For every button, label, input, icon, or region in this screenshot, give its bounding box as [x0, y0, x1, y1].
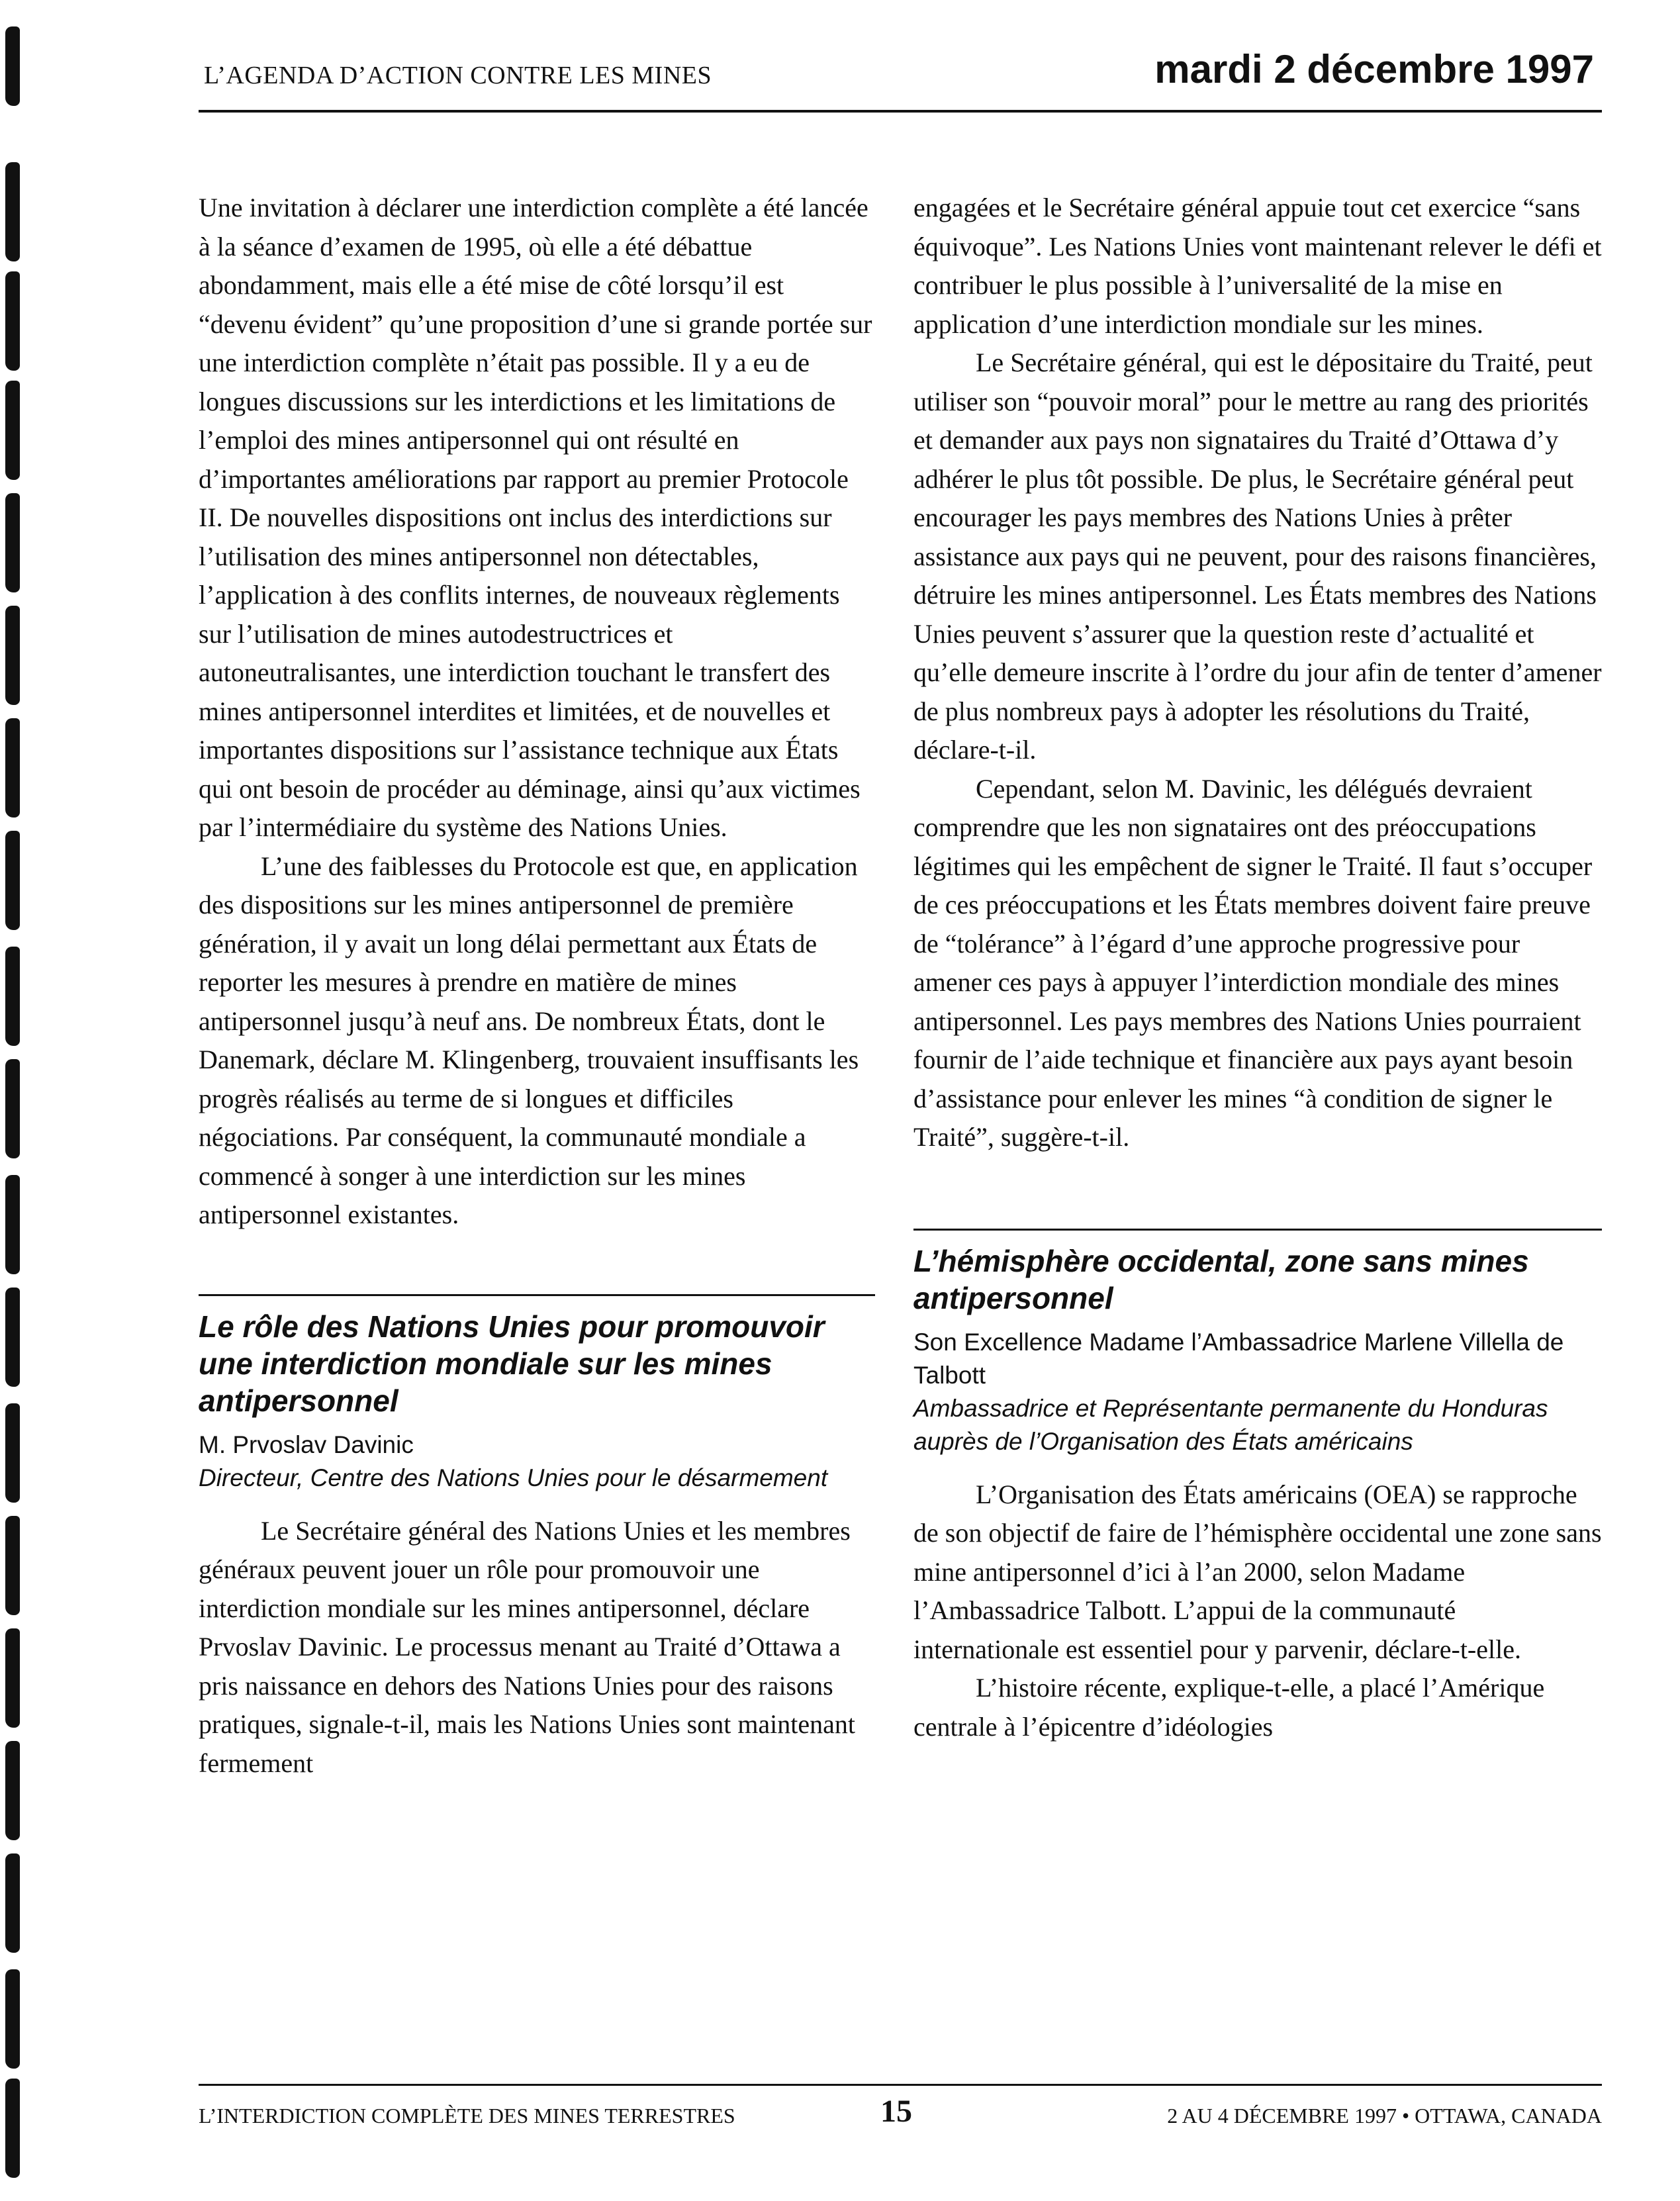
binder-hole [5, 26, 20, 106]
body-paragraph: L’histoire récente, explique-t-elle, a placé l’Amérique centrale à l’épicentre d’idéologies [913, 1673, 1545, 1742]
section-rule [199, 1294, 875, 1296]
binder-hole [5, 606, 20, 705]
section-rule [913, 1229, 1602, 1231]
body-paragraph: engagées et le Secrétaire général appuie tout cet exercice “sans équivoque”. Les Nations Unies vont maintenant relever le défi et contribuer le plus possible à l’universalité de la mise en application d’une interdiction mondiale sur les mines. [913, 193, 1602, 339]
binder-hole [5, 1516, 20, 1615]
binder-hole [5, 718, 20, 818]
author-role: Ambassadrice et Représentante permanente du Honduras auprès de l’Organisation des États américains [913, 1394, 1548, 1455]
binder-hole [5, 493, 20, 592]
body-paragraph: Le Secrétaire général, qui est le dépositaire du Traité, peut utiliser son “pouvoir moral” pour le mettre au rang des priorités et demander aux pays non signataires du Traité d’Ottawa d’y adhérer le plus tôt possible. De plus, le Secrétaire général peut encourager les pays membres des Nations Unies à prêter assistance aux pays qui ne peuvent, pour des raisons financières, détruire les mines antipersonnel. Les États membres des Nations Unies peuvent s’assurer que la question reste d’actualité et qu’elle demeure inscrite à l’ordre du jour afin de tenter d’amener de plus nombreux pays à adopter les résolutions du Traité, déclare-t-il. [913, 348, 1602, 765]
page-number: 15 [880, 2094, 912, 2129]
binder-hole [5, 831, 20, 930]
binder-hole [5, 162, 20, 261]
binder-hole [5, 2079, 20, 2178]
footer-rule [199, 2084, 1602, 2086]
binder-hole [5, 1969, 20, 2069]
body-paragraph: L’Organisation des États américains (OEA) se rapproche de son objectif de faire de l’hémisphère occidental une zone sans mine antipersonnel d’ici à l’an 2000, selon Madame l’Ambassadrice Talbott. L’appui de la communauté internationale est essentiel pour y parvenir, déclare-t-elle. [913, 1479, 1602, 1664]
body-paragraph: Le Secrétaire général des Nations Unies et les membres généraux peuvent jouer un rôle pour promouvoir une interdiction mondiale sur les mines antipersonnel, déclare Prvoslav Davinic. Le processus menant au Traité d’Ottawa a pris naissance en dehors des Nations Unies pour des raisons pratiques, signale-t-il, mais les Nations Unies sont maintenant fermement [199, 1515, 856, 1778]
left-column [199, 189, 875, 2049]
body-paragraph: L’une des faiblesses du Protocole est que, en application des dispositions sur les mines antipersonnel de première génération, il y avait un long délai permettant aux États de reporter les mesures à prendre en matière de mines antipersonnel jusqu’à neuf ans. De nombreux États, dont le Danemark, déclare M. Klingenberg, trouvaient insuffisants les progrès réalisés au terme de si longues et difficiles négociations. Par conséquent, la communauté mondiale a commencé à songer à une interdiction sur les mines antipersonnel existantes. [199, 851, 859, 1229]
body-paragraph: Une invitation à déclarer une interdiction complète a été lancée à la séance d’examen de 1995, où elle a été débattue abondamment, mais elle a été mise de côté lorsqu’il est “devenu évident” qu’une proposition d’une si grande portée sur une interdiction complète n’était pas possible. Il y a eu de longues discussions sur les interdictions et les limitations de l’emploi des mines antipersonnel qui ont résulté en d’importantes améliorations par rapport au premier Protocole II. De nouvelles dispositions ont inclus des interdictions sur l’utilisation des mines antipersonnel non détectables, l’application à des conflits internes, de nouveaux règlements sur l’utilisation de mines autodestructrices et autoneutralisantes, une interdiction touchant le transfert des mines antipersonnel interdites et limitées, et de nouvelles et importantes dispositions sur l’assistance technique aux États qui ont besoin de procéder au déminage, ainsi qu’aux victimes par l’intermédiaire du système des Nations Unies. [199, 193, 872, 842]
binder-hole [5, 1403, 20, 1503]
binder-hole [5, 1059, 20, 1158]
section-title: L’hémisphère occidental, zone sans mines antipersonnel [913, 1243, 1529, 1315]
header-rule [199, 110, 1602, 113]
author-role: Directeur, Centre des Nations Unies pour le désarmement [199, 1464, 828, 1491]
binder-hole [5, 271, 20, 371]
body-paragraph: Cependant, selon M. Davinic, les délégués devraient comprendre que les non signataires ont des préoccupations légitimes qui les empêchent de signer le Traité. Il faut s’occuper de ces préoccupations et les États membres doivent faire preuve de “tolérance” à l’égard d’une approche progressive pour amener ces pays à appuyer l’interdiction mondiale des mines antipersonnel. Les pays membres des Nations Unies pourraient fournir de l’aide technique et financière aux pays ayant besoin d’assistance pour enlever les mines “à condition de signer le Traité”, suggère-t-il. [913, 773, 1593, 1152]
author-name: M. Prvoslav Davinic [199, 1430, 414, 1458]
binder-hole [5, 947, 20, 1046]
binder-hole [5, 1175, 20, 1274]
binder-hole [5, 381, 20, 480]
binder-hole [5, 1628, 20, 1728]
header-date: mardi 2 décembre 1997 [1154, 47, 1594, 91]
running-footer: L’INTERDICTION COMPLÈTE DES MINES TERRESTRES [199, 2104, 735, 2128]
binder-hole [5, 1853, 20, 1953]
right-column [913, 189, 1602, 2049]
section-title: Le rôle des Nations Unies pour promouvoir une interdiction mondiale sur les mines antipersonnel [199, 1309, 825, 1418]
binder-hole [5, 1741, 20, 1840]
footer-event: 2 AU 4 DÉCEMBRE 1997 • OTTAWA, CANADA [1167, 2104, 1602, 2128]
running-header: L’AGENDA D’ACTION CONTRE LES MINES [204, 62, 712, 89]
author-name: Son Excellence Madame l’Ambassadrice Marlene Villella de Talbott [913, 1328, 1564, 1389]
binder-holes [0, 0, 53, 2201]
binder-hole [5, 1288, 20, 1387]
